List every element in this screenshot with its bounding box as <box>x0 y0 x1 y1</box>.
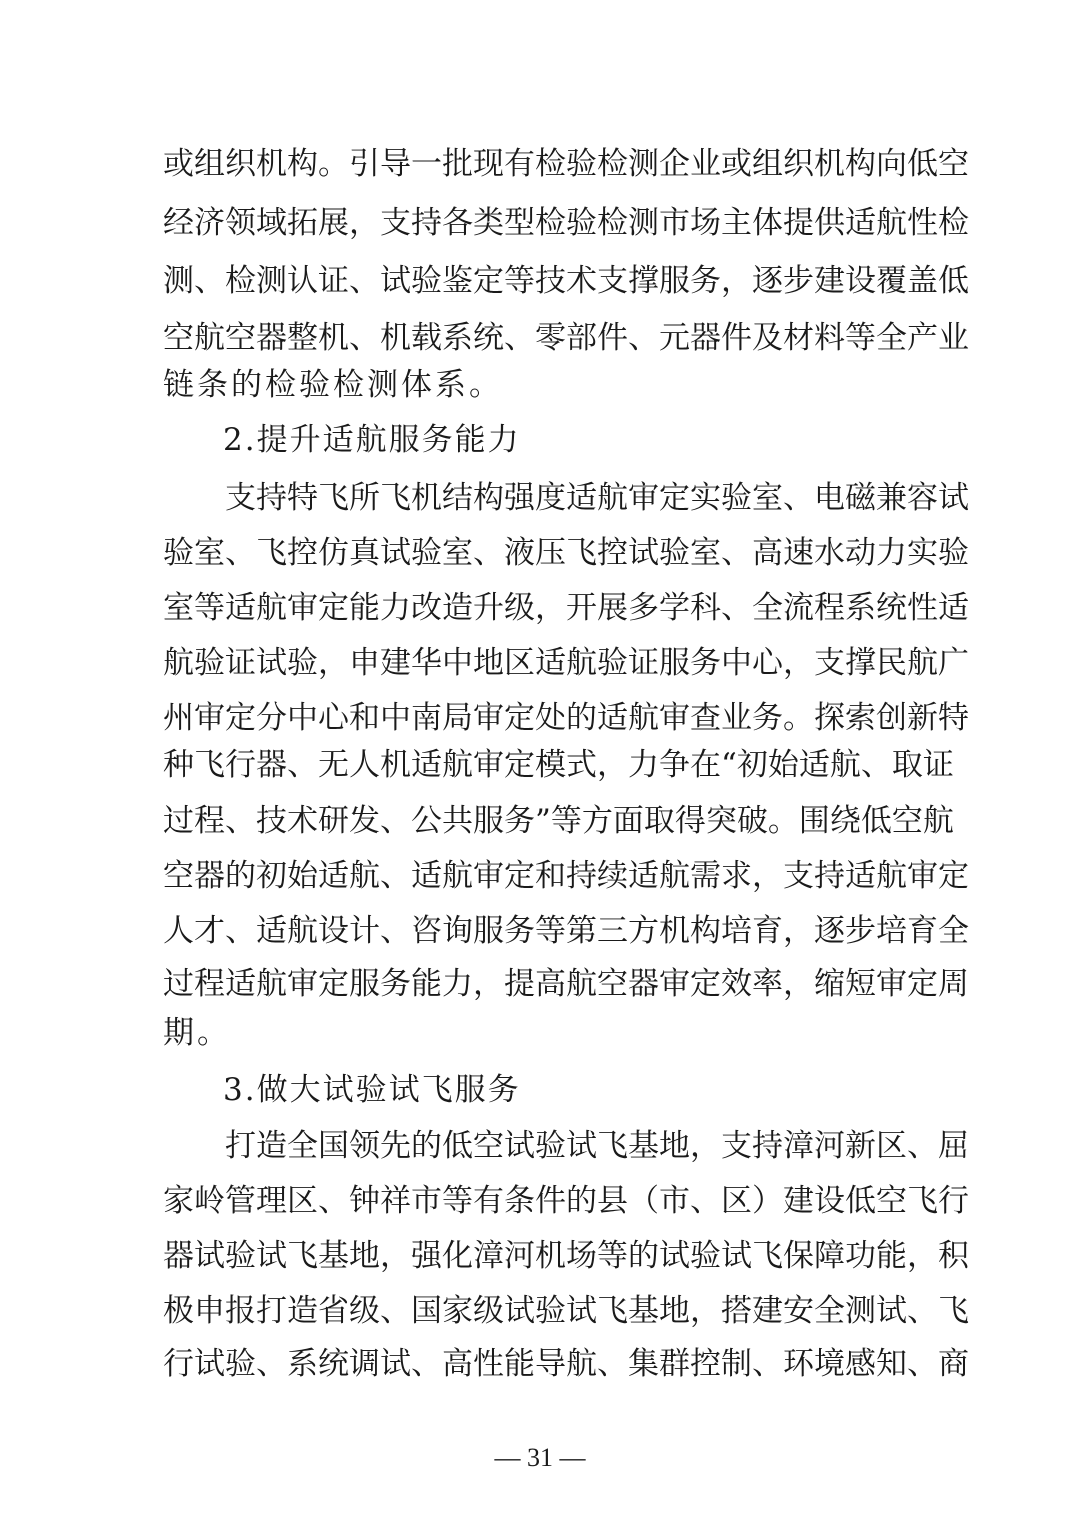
paragraph-2-line-6: 种飞行器、无人机适航审定模式，力争在“初始适航、取证 <box>163 747 954 783</box>
paragraph-2-line-1: 支持特飞所飞机结构强度适航审定实验室、电磁兼容试 <box>225 480 969 516</box>
paragraph-3-line-2: 家岭管理区、钟祥市等有条件的县（市、区）建设低空飞行 <box>163 1183 969 1219</box>
paragraph-2-line-9: 人才、适航设计、咨询服务等第三方机构培育，逐步培育全 <box>163 913 969 949</box>
section-heading-3: 3.做大试验试飞服务 <box>223 1072 521 1108</box>
paragraph-1-line-4: 空航空器整机、机载系统、零部件、元器件及材料等全产业 <box>163 320 969 356</box>
section-heading-2: 2.提升适航服务能力 <box>223 422 521 458</box>
paragraph-2-line-4: 航验证试验，申建华中地区适航验证服务中心，支撑民航广 <box>163 645 969 681</box>
paragraph-3-line-3: 器试验试飞基地，强化漳河机场等的试验试飞保障功能，积 <box>163 1238 969 1274</box>
paragraph-2-line-3: 室等适航审定能力改造升级，开展多学科、全流程系统性适 <box>163 590 969 626</box>
paragraph-2-line-5: 州审定分中心和中南局审定处的适航审查业务。探索创新特 <box>163 700 969 736</box>
paragraph-3-line-5: 行试验、系统调试、高性能导航、集群控制、环境感知、商 <box>163 1346 969 1382</box>
paragraph-3-line-1: 打造全国领先的低空试验试飞基地，支持漳河新区、屈 <box>225 1128 969 1164</box>
paragraph-2-line-2: 验室、飞控仿真试验室、液压飞控试验室、高速水动力实验 <box>163 535 969 571</box>
paragraph-2-line-10: 过程适航审定服务能力，提高航空器审定效率，缩短审定周 <box>163 966 969 1002</box>
paragraph-1-line-2: 经济领域拓展，支持各类型检验检测市场主体提供适航性检 <box>163 205 969 241</box>
paragraph-3-line-4: 极申报打造省级、国家级试验试飞基地，搭建安全测试、飞 <box>163 1293 969 1329</box>
paragraph-2-line-11: 期。 <box>163 1015 231 1051</box>
paragraph-1-line-5: 链条的检验检测体系。 <box>163 367 503 403</box>
paragraph-1-line-1: 或组织机构。引导一批现有检验检测企业或组织机构向低空 <box>163 146 969 182</box>
paragraph-2-line-8: 空器的初始适航、适航审定和持续适航需求，支持适航审定 <box>163 858 969 894</box>
paragraph-1-line-3: 测、检测认证、试验鉴定等技术支撑服务，逐步建设覆盖低 <box>163 263 969 299</box>
page-number: — 31 — <box>494 1443 586 1472</box>
paragraph-2-line-7: 过程、技术研发、公共服务”等方面取得突破。围绕低空航 <box>163 803 954 839</box>
